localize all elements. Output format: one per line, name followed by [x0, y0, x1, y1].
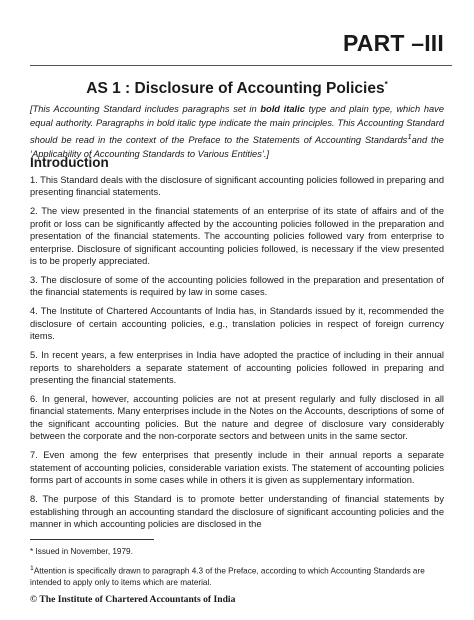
intro-note-bold: bold italic [260, 104, 305, 114]
paragraph-5: 5. In recent years, a few enterprises in India have adopted the practice of including in their annual reports to shareholders a separate statement of accounting policies followed in preparing and presenting the financial statements. [30, 350, 444, 386]
intro-note-footnote-marker: 1 [407, 132, 412, 141]
intro-note-part1: [This Accounting Standard includes paragraphs set in [30, 104, 261, 114]
title-footnote-marker: * [384, 80, 388, 89]
copyright-line: © The Institute of Chartered Accountants of India [30, 594, 236, 605]
paragraph-2: 2. The view presented in the financial statements of an enterprise of its state of affairs and of the profit or loss can be significantly affected by the accounting policies followed in the preparation and presentation of the financial statements. The accounting policies followed vary from enterprise to enterprise. Disclosure of significant accounting policies followed, is necessary if the view presented is to be properly appreciated. [30, 206, 444, 267]
intro-note [30, 103, 444, 161]
header-rule [30, 65, 452, 66]
footnote-issued-marker: * [30, 547, 34, 556]
footnote-preface-marker: 1 [30, 565, 34, 572]
standard-title-text: AS 1 : Disclosure of Accounting Policies [86, 80, 385, 98]
paragraph-8: 8. The purpose of this Standard is to promote better understanding of financial statements by establishing through an accounting standard the disclosure of significant accounting policies and the manner in which accounting policies are disclosed in the [30, 494, 444, 529]
paragraph-6: 6. In general, however, accounting policies are not at present regularly and fully disclosed in all financial statements. Many enterprises include in the Notes on the Accounts, descriptions of some of the significant accounting policies. But the nature and degree of disclosure vary considerably between the corporate and the non-corporate sectors and between units in the same sector. [30, 394, 444, 442]
footnote-preface [30, 563, 444, 588]
footnote-preface-text: Attention is specifically drawn to paragraph 4.3 of the Preface, according to which Accounting Standards are intended to apply only to items which are material. [30, 566, 425, 587]
paragraph-1: 1. This Standard deals with the disclosure of significant accounting policies followed in preparing and presenting financial statements. [30, 175, 444, 198]
footnote-issued-text: Issued in November, 1979. [33, 547, 133, 556]
intro-note-part2: type and plain type, which have equal authority. Paragraphs in bold italic type indicate the main principles. This Accounting Standard should be read in the context of the Preface to the Statements of Accounting Standards [30, 104, 444, 146]
paragraph-3: 3. The disclosure of some of the accounting policies followed in the preparation and presentation of the financial statements is required by law in some cases. [30, 275, 444, 298]
footnote-rule [30, 539, 154, 540]
paragraph-7: 7. Even among the few enterprises that presently include in their annual reports a separate statement of accounting policies, considerable variation exists. The statement of accounting policies forms part of accounts in some cases while in others it is given as supplementary information. [30, 450, 444, 486]
footnote-issued [30, 547, 133, 556]
paragraph-4: 4. The Institute of Chartered Accountants of India has, in Standards issued by it, recommended the disclosure of certain accounting policies, e.g., translation policies in respect of foreign currency items. [30, 306, 444, 342]
intro-note-part3: and the ‘Applicability of Accounting Standards to Various Entities’.] [30, 135, 444, 159]
standard-title [0, 80, 474, 98]
part-heading: PART –III [342, 30, 444, 56]
paragraph-list [30, 174, 444, 537]
section-heading-introduction: Introduction [30, 155, 109, 170]
